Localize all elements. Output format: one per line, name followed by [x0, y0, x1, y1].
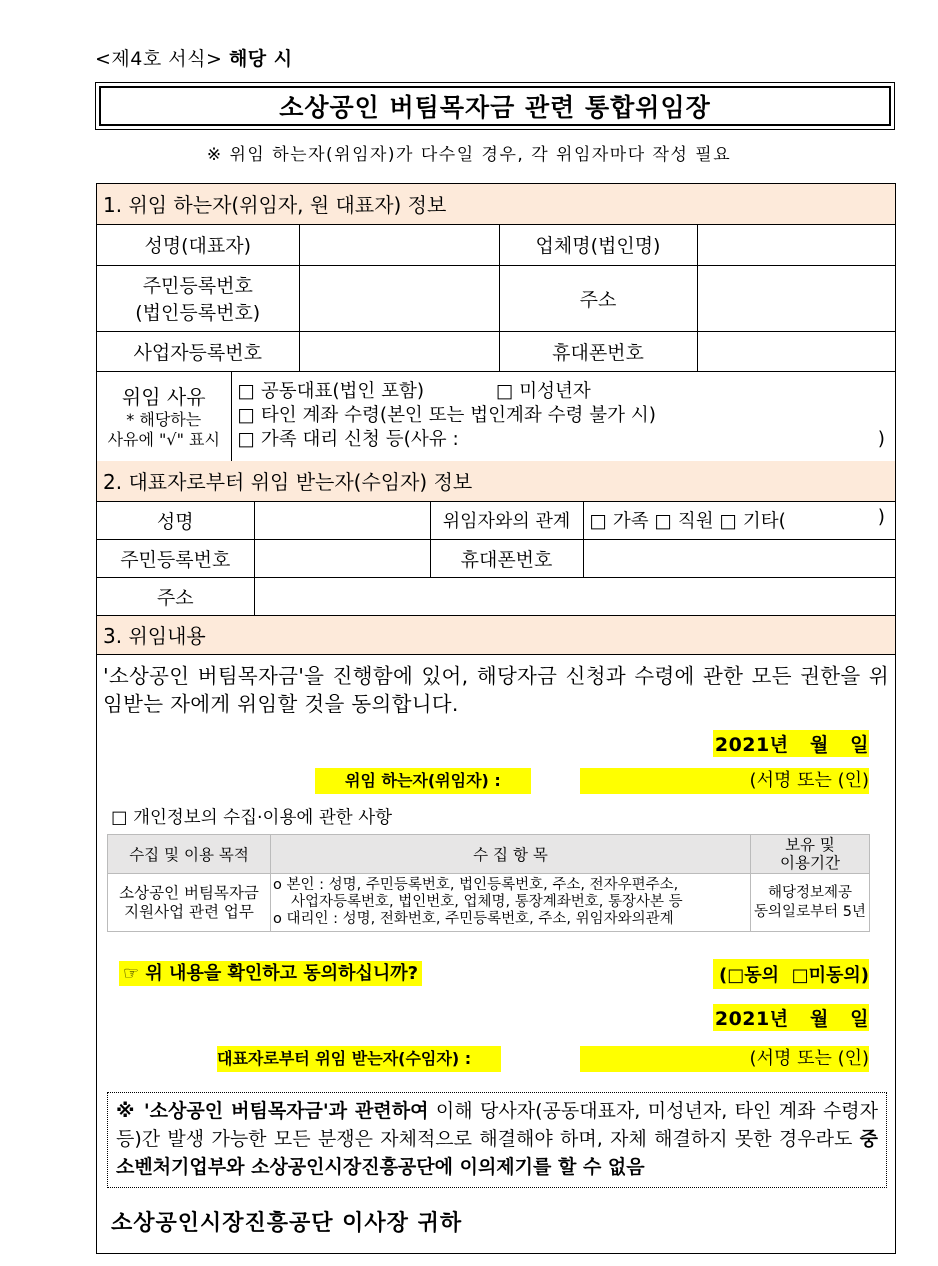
relation-label: 위임자와의 관계 — [430, 501, 583, 539]
reason-line-1 — [238, 380, 896, 404]
delegate-rrn-field[interactable] — [254, 539, 430, 577]
company-name-label: 업체명(법인명) — [499, 224, 697, 265]
delegator-info-table — [97, 184, 895, 372]
relation-checkboxes[interactable]: □ 가족 □ 직원 □ 기타( — [589, 511, 786, 532]
delegate-sign-label: 대표자로부터 위임 받는자(수임자) : — [217, 1046, 501, 1072]
business-number-field[interactable] — [299, 331, 499, 371]
phone-label: 휴대폰번호 — [499, 331, 697, 371]
form-condition: 해당 시 — [228, 48, 293, 70]
delegate-info-table — [97, 461, 895, 655]
rrn-label-line2: (법인등록번호) — [135, 302, 261, 324]
form-number: <제4호 서식> — [95, 48, 223, 70]
delegate-phone-field[interactable] — [583, 539, 895, 577]
business-number-label: 사업자등록번호 — [97, 331, 299, 371]
consent-question: ☞ 위 내용을 확인하고 동의하십니까? — [119, 959, 422, 985]
delegation-statement: '소상공인 버팀목자금'을 진행함에 있어, 해당자금 신청과 수령에 관한 모든 권한을 위임받는 자에게 위임할 것을 동의합니다. — [103, 664, 889, 716]
delegate-name-field[interactable] — [254, 501, 430, 539]
dispute-notice — [107, 1092, 887, 1188]
reason-sub-2: 사유에 "√" 표시 — [107, 430, 220, 450]
delegate-name-label: 성명 — [97, 501, 254, 539]
reason-family-close: ) — [877, 428, 885, 450]
reason-sub-1: * 해당하는 — [126, 410, 202, 430]
date-line-2[interactable]: 2021년 월 일 — [713, 1004, 869, 1031]
reason-table — [97, 371, 895, 462]
privacy-items-line3: o 대리인 : 성명, 전화번호, 주민등록번호, 주소, 위임자와의관계 — [273, 911, 674, 927]
title-box — [95, 82, 895, 130]
reason-label: 위임 사유 — [121, 385, 206, 410]
privacy-header-purpose: 수집 및 이용 목적 — [108, 835, 271, 874]
reason-line-3 — [238, 428, 896, 452]
privacy-items-line2: 사업자등록번호, 법인번호, 업체명, 통장계좌번호, 통장사본 등 — [291, 894, 683, 910]
section2-header: 2. 대표자로부터 위임 받는자(수임자) 정보 — [97, 461, 895, 501]
rrn-field[interactable] — [299, 265, 499, 331]
address-field[interactable] — [697, 265, 895, 331]
dispute-conclusion: 중소벤처기업부와 소상공인시장진흥공단에 이의제기를 할 수 없음 — [116, 1128, 878, 1178]
privacy-table — [107, 834, 870, 932]
rrn-label-line1: 주민등록번호 — [142, 275, 253, 297]
multi-delegator-note: ※ 위임 하는자(위임자)가 다수일 경우, 각 위임자마다 작성 필요 — [206, 145, 732, 165]
reason-label-cell — [97, 371, 231, 461]
company-name-field[interactable] — [697, 224, 895, 265]
delegate-address-label: 주소 — [97, 577, 254, 615]
privacy-period: 해당정보제공 동의일로부터 5년 — [751, 874, 870, 932]
delegator-name-label: 성명(대표자) — [97, 224, 299, 265]
section1-header: 1. 위임 하는자(위임자, 원 대표자) 정보 — [97, 184, 895, 224]
privacy-purpose: 소상공인 버팀목자금 지원사업 관련 업무 — [108, 874, 271, 932]
dispute-lead: ※ '소상공인 버팀목자금'과 관련하여 — [116, 1100, 429, 1122]
form-number-label — [95, 44, 293, 71]
relation-close: ) — [877, 507, 885, 528]
delegate-address-field[interactable] — [254, 577, 895, 615]
address-label: 주소 — [499, 265, 697, 331]
delegate-sign-field[interactable]: (서명 또는 (인) — [580, 1046, 869, 1072]
document-title: 소상공인 버팀목자금 관련 통합위임장 — [99, 86, 891, 126]
delegate-phone-label: 휴대폰번호 — [430, 539, 583, 577]
privacy-header-period: 보유 및 이용기간 — [751, 835, 870, 874]
privacy-section-title: □ 개인정보의 수집·이용에 관한 사항 — [111, 808, 393, 828]
reason-family-checkbox[interactable]: □ 가족 대리 신청 등(사유 : — [237, 428, 459, 450]
privacy-items-line1: o 본인 : 성명, 주민등록번호, 법인등록번호, 주소, 전자우편주소, — [273, 877, 679, 893]
dispute-body: 이해 당사자(공동대표자, 미성년자, 타인 계좌 수령자 등)간 발생 가능한 모든 분쟁은 자체적으로 해결해야 하며, 자체 해결하지 못한 경우라도 — [116, 1100, 879, 1150]
date-line-1[interactable]: 2021년 월 일 — [713, 730, 869, 757]
rrn-label — [97, 265, 299, 331]
form-body — [96, 183, 896, 1254]
relation-options — [583, 501, 895, 539]
privacy-header-items: 수 집 항 목 — [271, 835, 751, 874]
delegate-rrn-label: 주민등록번호 — [97, 539, 254, 577]
phone-field[interactable] — [697, 331, 895, 371]
reason-other-account-checkbox[interactable]: □ 타인 계좌 수령(본인 또는 법인계좌 수령 불가 시) — [237, 404, 657, 426]
reason-minor-checkbox[interactable]: □ 미성년자 — [495, 380, 591, 402]
reason-joint-rep-checkbox[interactable]: □ 공동대표(법인 포함) — [237, 380, 425, 402]
addressee: 소상공인시장진흥공단 이사장 귀하 — [111, 1211, 463, 1236]
delegator-sign-label: 위임 하는자(위임자) : — [315, 768, 531, 794]
reason-options — [231, 371, 895, 461]
section3-header: 3. 위임내용 — [97, 615, 895, 654]
consent-options[interactable]: (□동의 □미동의) — [713, 959, 869, 989]
delegator-name-field[interactable] — [299, 224, 499, 265]
privacy-items — [271, 874, 751, 932]
delegator-sign-field[interactable]: (서명 또는 (인) — [580, 768, 869, 794]
